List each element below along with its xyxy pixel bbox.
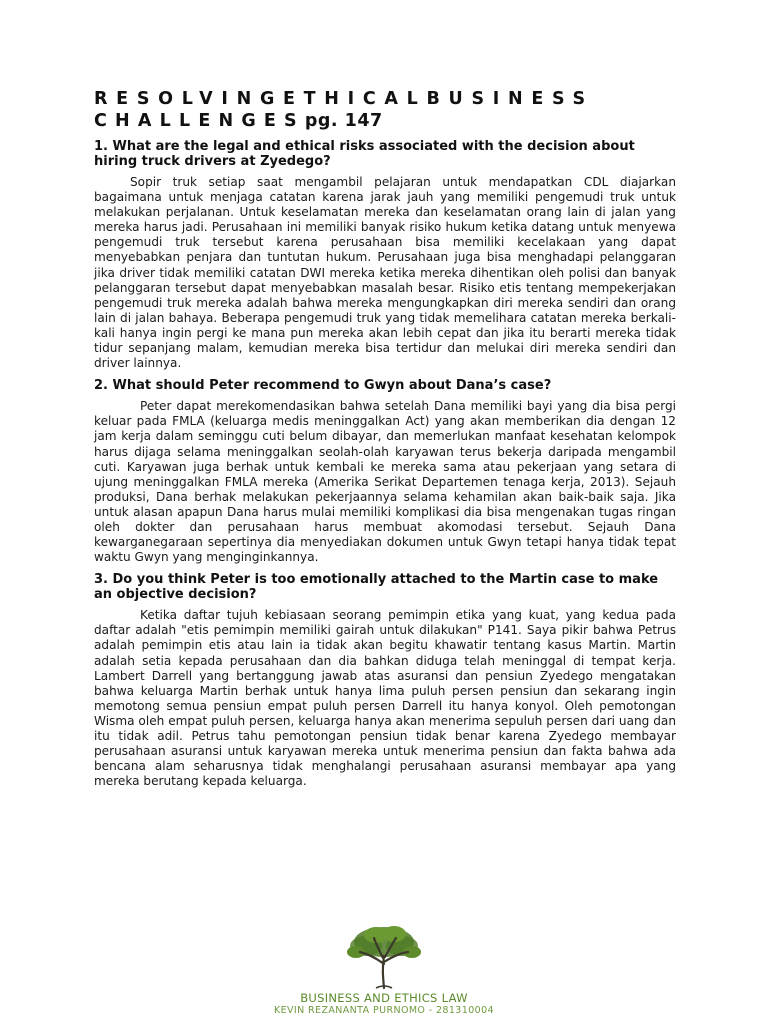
answer-2: Peter dapat merekomendasikan bahwa setelah Dana memiliki bayi yang dia bisa pergi keluar pada FMLA (keluarga medis meninggalkan Act) yang akan memberikan dia dengan 12 jam kerja dalam seminggu cuti belum dibayar, dan memerlukan manfaat kesehatan kelompok harus dijaga selama meninggalkan seolah-olah karyawan terus bekerja daripada mengambil cuti. Karyawan juga berhak untuk kembali ke mereka sama atau pekerjaan yang setara di ujung meninggalkan FMLA mereka (Amerika Serikat Departemen tenaga kerja, 2013). Sejauh produksi, Dana berhak melakukan pekerjaannya selama kehamilan akan baik-baik saja. Jika untuk alasan apapun Dana harus mulai memiliki komplikasi dia bisa mengenakan tugas ringan oleh dokter dan perusahaan harus membuat akomodasi tersebut. Sejauh Dana kewarganegaraan sepertinya dia menyediakan dokumen untuk Gwyn tetapi hanya tidak tepat waktu Gwyn yang menginginkannya. [94,399,676,565]
title-line-1: RESOLVINGETHICALBUSINESS [94,89,594,109]
footer [0,922,768,1016]
title-line-2: CHALLENGES [94,111,305,131]
question-2: 2. What should Peter recommend to Gwyn about Dana’s case? [94,378,552,394]
document-page [94,88,676,794]
question-1: 1. What are the legal and ethical risks associated with the decision about hiring truck drivers at Zyedego? [94,139,635,169]
document-title [94,88,676,132]
footer-author: KEVIN REZANANTA PURNOMO - 281310004 [274,1005,494,1016]
tree-logo-icon [336,922,432,992]
footer-brand: BUSINESS AND ETHICS LAW [300,991,468,1005]
title-page-ref: pg. 147 [304,111,383,131]
answer-3: Ketika daftar tujuh kebiasaan seorang pemimpin etika yang kuat, yang kedua pada daftar adalah "etis pemimpin memiliki gairah untuk dilakukan" P141. Saya pikir bahwa Petrus adalah pemimpin etis atau lain ia tidak akan begitu khawatir tentang kasus Martin. Martin adalah setia kepada perusahaan dan dia bahkan diduga telah meninggal di tempat kerja. Lambert Darrell yang bertanggung jawab atas asuransi dan pensiun Zyedego mengatakan bahwa keluarga Martin berhak untuk hanya lima puluh persen pensiun dan sekarang ingin memotong semua pensiun empat puluh persen Darrell itu hanya konyol. Oleh pemotongan Wisma oleh empat puluh persen, keluarga hanya akan menerima sepuluh persen dari uang dan itu tidak adil. Petrus tahu pemotongan pensiun tidak benar karena Zyedego membayar perusahaan asuransi untuk karyawan mereka untuk menerima pensiun dan fakta bahwa ada bencana alam seharusnya tidak menghalangi perusahaan asuransi membayar apa yang mereka berutang kepada keluarga. [94,608,676,789]
question-3: 3. Do you think Peter is too emotionally attached to the Martin case to make an objective decision? [94,572,659,603]
answer-1: Sopir truk setiap saat mengambil pelajaran untuk mendapatkan CDL diajarkan bagaimana untuk menjaga catatan karena jarak jauh yang memiliki pengemudi truk untuk melakukan perjalanan. Untuk keselamatan mereka dan keselamatan orang lain di jalan yang mereka harus jadi. Perusahaan ini memiliki banyak risiko hukum ketika datang untuk menyewa pengemudi truk tersebut karena perusahaan bisa memiliki kecelakaan yang dapat menyebabkan penjara dan tuntutan hukum. Perusahaan juga bisa menghadapi pelanggaran jika driver tidak memiliki catatan DWI mereka ketika mereka dihentikan oleh polisi dan banyak pelanggaran tersebut dapat menyebabkan masalah besar. Risiko etis tentang mempekerjakan pengemudi truk mereka adalah bahwa mereka mengungkapkan diri mereka sendiri dan orang lain di jalan bahaya. Beberapa pengemudi truk yang tidak memelihara catatan mereka berkali-kali hanya ingin pergi ke mana pun mereka akan lebih cepat dan jika itu berarti mereka tidak tidur sepanjang malam, kemudian mereka bisa tertidur dan melukai diri mereka sendiri dan driver lainnya. [94,175,676,371]
